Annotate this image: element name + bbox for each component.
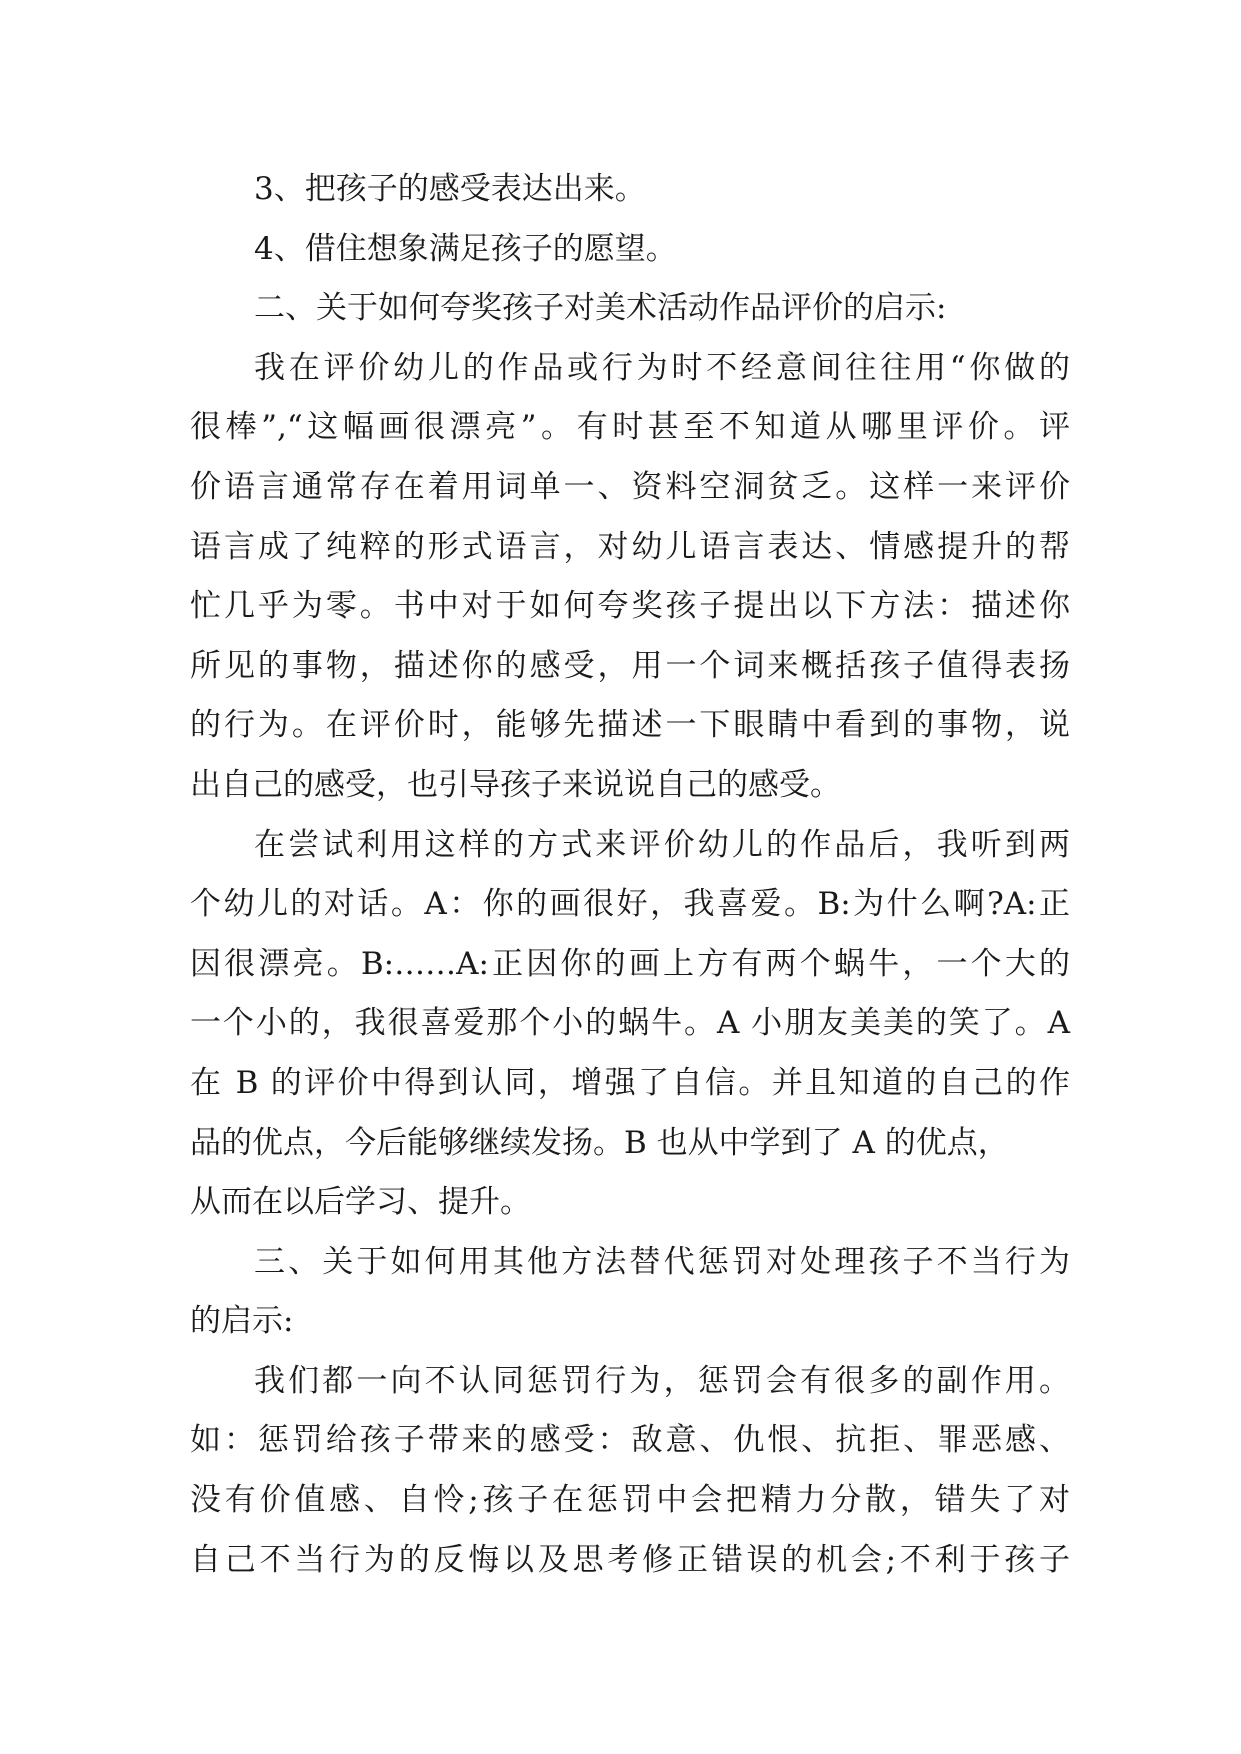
text-line: 我在评价幼儿的作品或行为时不经意间往往用“你做的 xyxy=(254,349,1070,386)
paragraph-1 xyxy=(190,160,1070,220)
paragraph-5 xyxy=(190,816,1070,1233)
text-line: 的行为。在评价时，能够先描述一下眼睛中看到的事物，说 xyxy=(190,707,1070,744)
text-line: 所见的事物，描述你的感受，用一个词来概括孩子值得表扬 xyxy=(190,647,1070,684)
text-line: 没有价值感、自怜;孩子在惩罚中会把精力分散，错失了对 xyxy=(190,1482,1070,1519)
text-line: 如：惩罚给孩子带来的感受：敌意、仇恨、抗拒、罪恶感、 xyxy=(190,1422,1070,1459)
text-line: 忙几乎为零。书中对于如何夸奖孩子提出以下方法：描述你 xyxy=(190,588,1070,625)
text-line: 4、借住想象满足孩子的愿望。 xyxy=(254,230,677,267)
text-line: 二、关于如何夸奖孩子对美术活动作品评价的启示: xyxy=(254,290,947,327)
text-line: 在 B 的评价中得到认同，增强了自信。并且知道的自己的作 xyxy=(190,1064,1070,1101)
text-line: 我们都一向不认同惩罚行为，惩罚会有很多的副作用。 xyxy=(254,1362,1070,1399)
section-heading-2 xyxy=(190,279,1070,339)
text-line: 价语言通常存在着用词单一、资料空洞贫乏。这样一来评价 xyxy=(190,468,1070,505)
paragraph-2 xyxy=(190,220,1070,280)
text-line: 三、关于如何用其他方法替代惩罚对处理孩子不当行为 xyxy=(254,1243,1070,1280)
section-heading-3 xyxy=(190,1233,1070,1352)
text-line: 出自己的感受，也引导孩子来说说自己的感受。 xyxy=(190,766,841,803)
text-line: 3、把孩子的感受表达出来。 xyxy=(254,171,646,207)
text-line: 的启示: xyxy=(190,1303,294,1340)
document-page xyxy=(190,160,1070,1590)
text-line: 从而在以后学习、提升。 xyxy=(190,1184,531,1221)
text-line: 个幼儿的对话。A：你的画很好，我喜爱。B:为什么啊?A:正 xyxy=(190,886,1070,923)
text-line: 因很漂亮。B:……A:正因你的画上方有两个蜗牛，一个大的 xyxy=(190,945,1070,982)
text-line: 自己不当行为的反悔以及思考修正错误的机会;不利于孩子 xyxy=(190,1541,1070,1578)
text-line: 品的优点，今后能够继续发扬。B 也从中学到了 A 的优点， xyxy=(190,1124,1009,1161)
text-line: 语言成了纯粹的形式语言，对幼儿语言表达、情感提升的帮 xyxy=(190,528,1070,565)
text-line: 在尝试利用这样的方式来评价幼儿的作品后，我听到两 xyxy=(254,826,1070,863)
text-line: 很棒”,“这幅画很漂亮”。有时甚至不知道从哪里评价。评 xyxy=(190,409,1070,446)
paragraph-7 xyxy=(190,1352,1070,1590)
paragraph-4 xyxy=(190,339,1070,816)
text-line: 一个小的，我很喜爱那个小的蜗牛。A 小朋友美美的笑了。A xyxy=(190,1005,1070,1042)
